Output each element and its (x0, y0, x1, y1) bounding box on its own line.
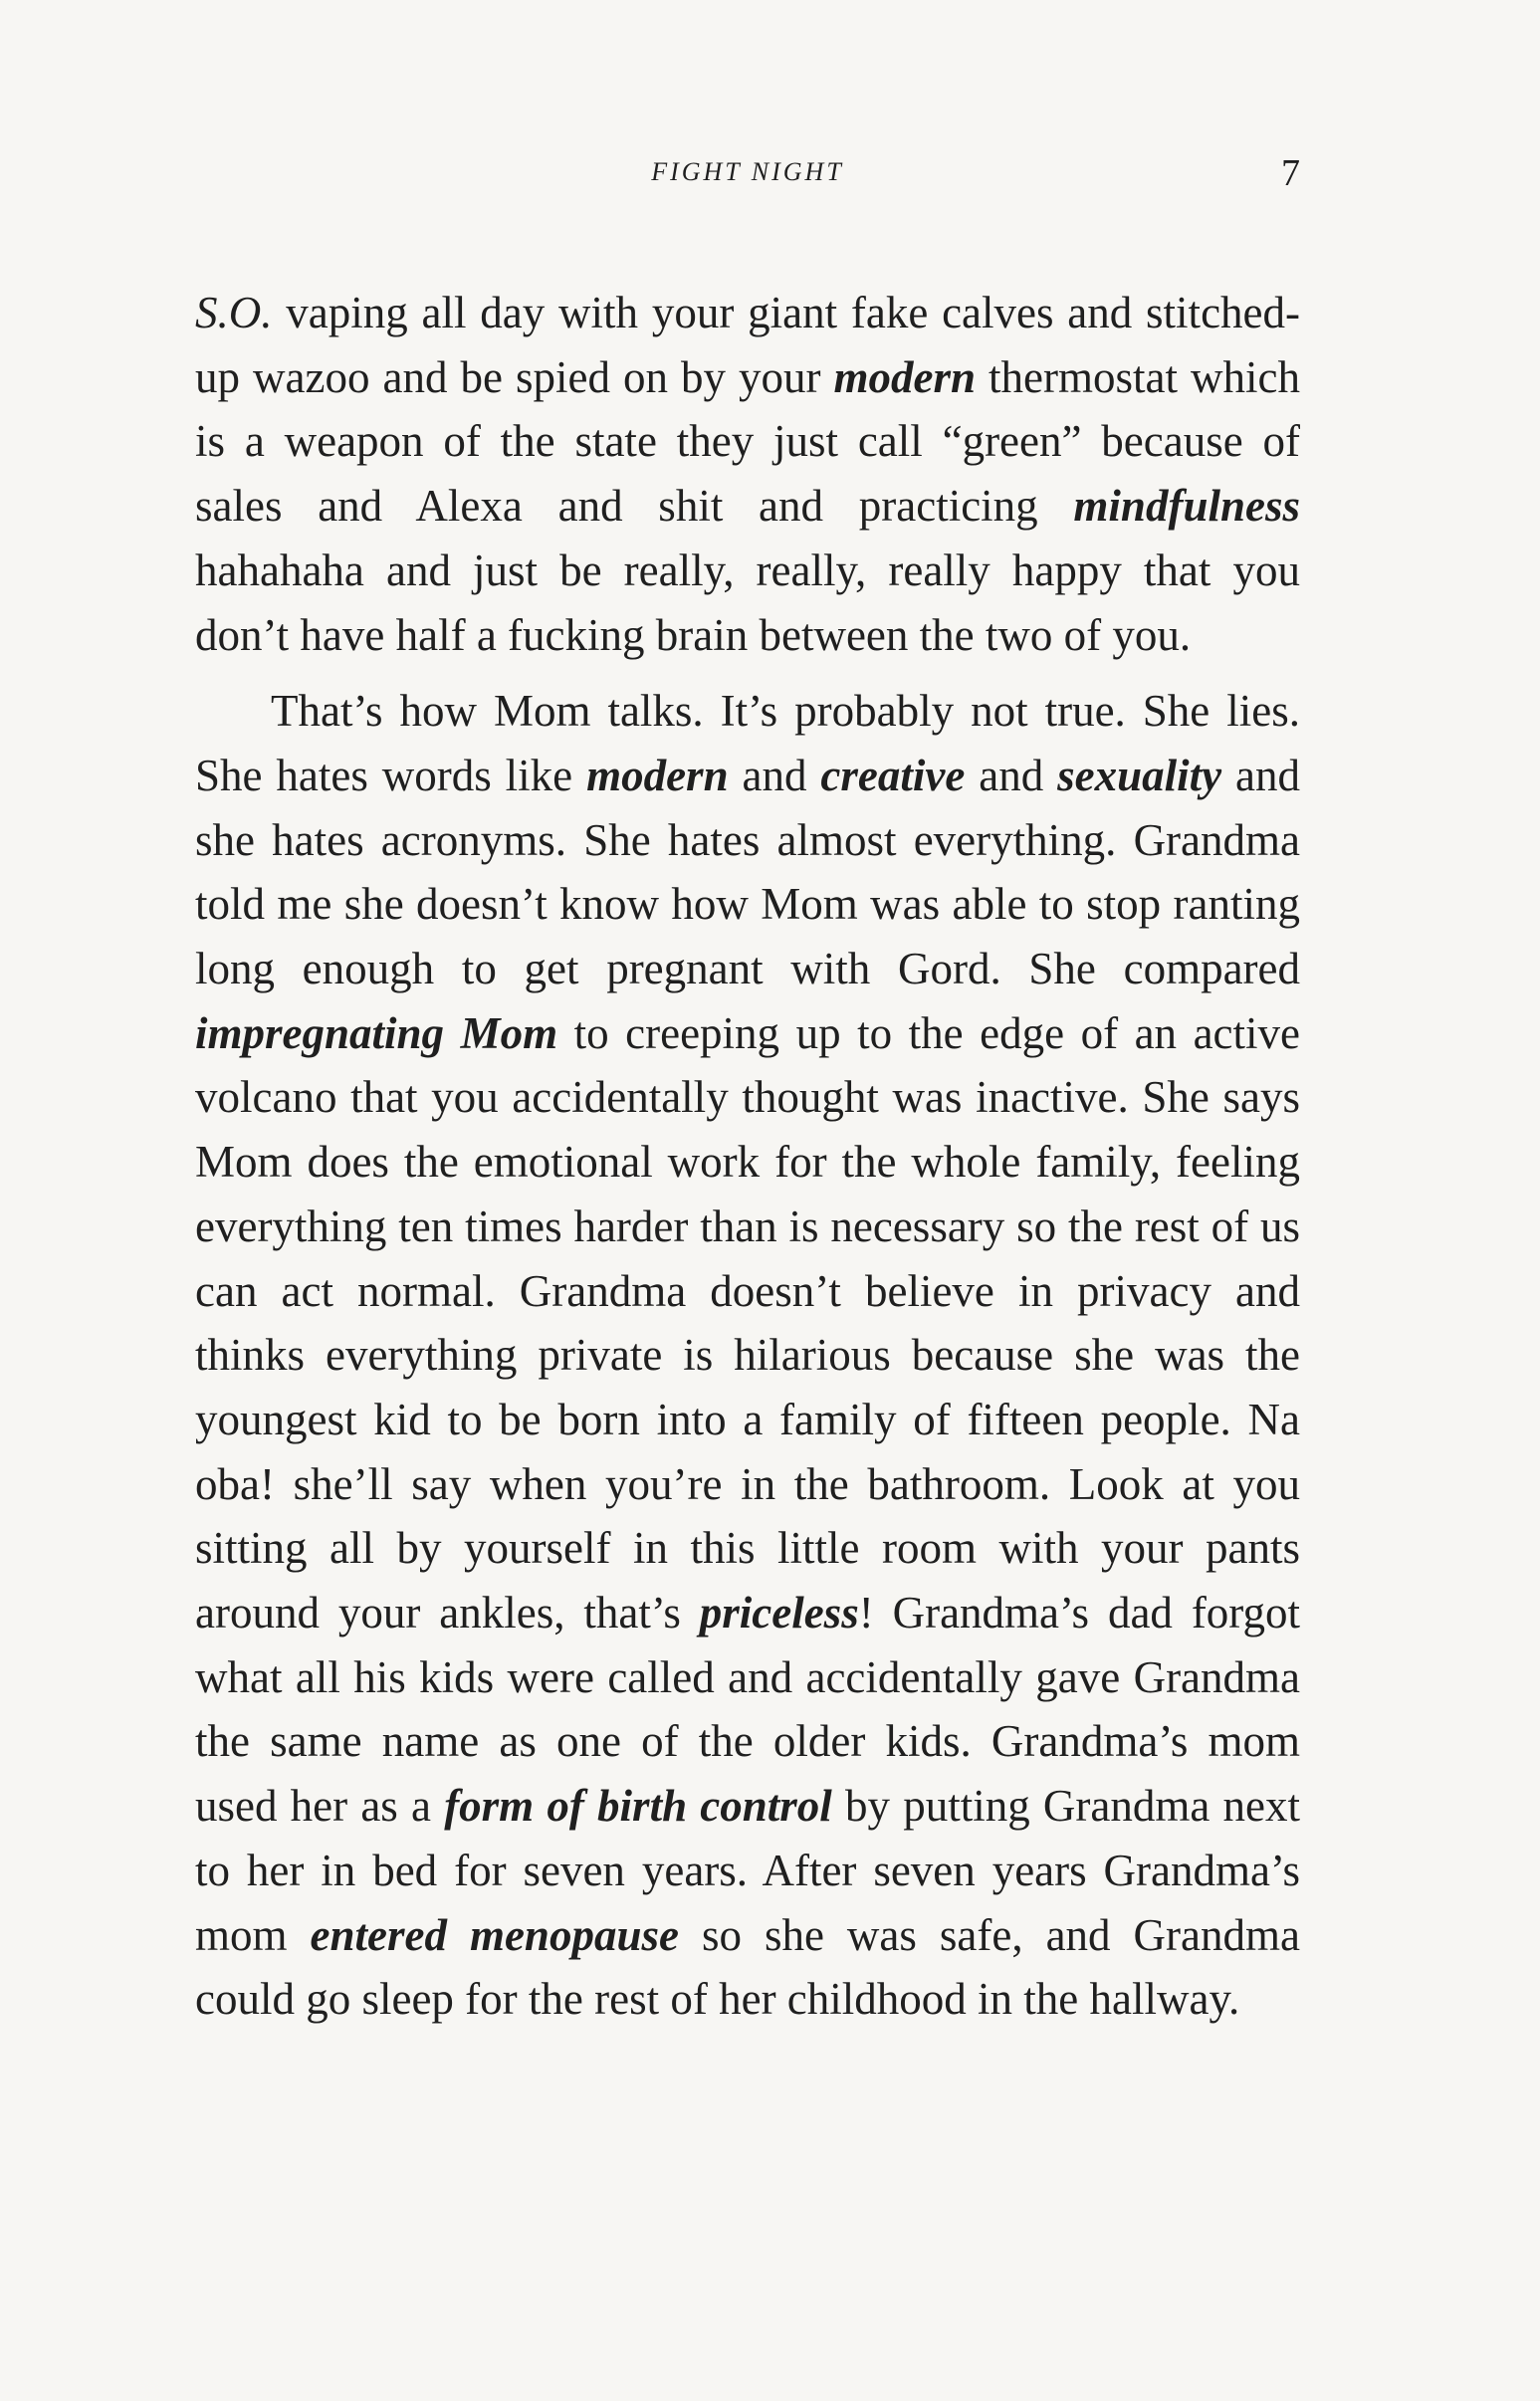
emphasis-span: modern (833, 351, 977, 402)
running-title: FIGHT NIGHT (651, 157, 844, 186)
paragraph-2 (195, 679, 1300, 2032)
paragraph-1 (195, 281, 1300, 667)
emphasis-span: sexuality (1057, 750, 1222, 800)
body-text (195, 281, 1300, 2032)
text-span: S.O. (195, 288, 273, 337)
emphasis-span: creative (820, 750, 966, 800)
text-span: ! Grandma’s dad forgot what all his kids were called and accidentally gave Grandma the same name as one of the older kids. Grandma’s mom used her as a (195, 1588, 1300, 1832)
text-span: hahahaha and just be really, really, really happy that you don’t have half a fucking brain between the two of you. (195, 545, 1300, 660)
text-span: and she hates acronyms. She hates almost everything. Grandma told me she doesn’t know how Mom was able to stop ranting long enough to get pregnant with Gord. She compared (195, 750, 1300, 994)
text-span: by putting Grandma next to her in bed for seven years. After seven years Grandma’s mom (195, 1781, 1301, 1960)
emphasis-span: impregnating Mom (195, 1007, 558, 1058)
text-span: thermostat which is a weapon of the state they just call “green” because of sales and Alexa and shit and practicing (195, 351, 1300, 532)
text-span: vaping all day with your giant fake calves and stitched-up wazoo and be spied on by your (195, 288, 1300, 402)
emphasis-span: priceless (699, 1588, 859, 1638)
emphasis-span: form of birth control (444, 1781, 832, 1832)
emphasis-span: modern (586, 750, 729, 800)
text-span: to creeping up to the edge of an active volcano that you accidentally thought was inactive. She says Mom does the emotional work for the whole family, feeling everything ten times harder than is necessary so the rest of us can act normal. Grandma doesn’t believe in privacy and thinks everything private is hilarious because she was the youngest kid to be born into a family of fifteen people. Na oba! she’ll say when you’re in the bathroom. Look at you sitting all by yourself in this little room with your pants around your ankles, that’s (195, 1007, 1300, 1638)
page-number: 7 (1281, 152, 1300, 194)
emphasis-span: mindfulness (1073, 481, 1300, 532)
text-span: and (965, 750, 1058, 800)
emphasis-span: entered menopause (310, 1909, 679, 1960)
running-head (195, 151, 1300, 201)
text-span: so she was safe, and Grandma could go sleep for the rest of her childhood in the hallway. (195, 1909, 1300, 2025)
text-span: That’s how Mom talks. It’s probably not true. She lies. She hates words like (195, 686, 1300, 800)
text-span: and (728, 750, 821, 800)
